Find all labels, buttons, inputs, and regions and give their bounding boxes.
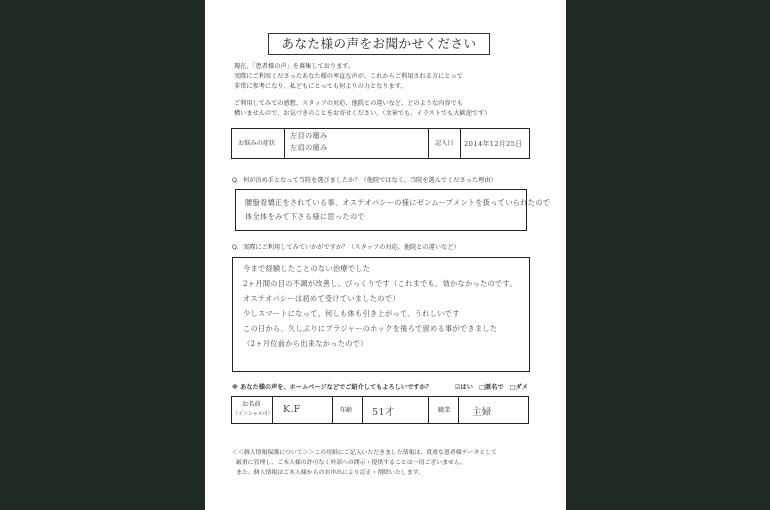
divider bbox=[272, 397, 273, 423]
q2-answer-box[interactable] bbox=[232, 257, 530, 372]
privacy-line: また、個人情報はご本人様からのお申出により訂正・削除いたします。 bbox=[236, 470, 425, 476]
question-2: Q．実際にご利用してみていかがですか？（スタッフの対応、他院との違いなど） bbox=[232, 244, 460, 251]
intro-line: 実際にご利用くださったあなた様の率直な声が、これからご利用される方にとって bbox=[234, 73, 463, 80]
age-value[interactable]: 51才 bbox=[372, 407, 395, 418]
q2-answer-line: 今まで経験したことのない治療でした bbox=[243, 264, 371, 273]
date-label: 記入日 bbox=[435, 140, 454, 147]
profile-row bbox=[231, 396, 529, 424]
name-label: お名前 bbox=[242, 401, 261, 408]
q1-answer-line: 体全体をみて下さる様に思ったので bbox=[245, 212, 365, 221]
symptom-value[interactable]: 左肩の痛み bbox=[290, 143, 328, 152]
divider bbox=[362, 397, 363, 423]
intro-line: 構いませんので、お気づきのことをお寄せください。（文章でも、イラストでも大歓迎です） bbox=[234, 110, 491, 117]
symptom-label: お悩みの症状 bbox=[238, 140, 276, 147]
q2-answer-line: この日から、久しぶりにプラジャーのホックを後ろで留める事ができました bbox=[243, 324, 498, 333]
symptom-row bbox=[231, 128, 530, 159]
privacy-line: ＜＜個人情報保護について＞＞この用紙にご記入いただきました情報は、貴重な患者様データとして bbox=[232, 450, 497, 456]
age-label: 年齢 bbox=[340, 407, 353, 414]
form-title: あなた様の声をお聞かせください bbox=[268, 33, 490, 55]
symptom-value[interactable]: 左目の痛み bbox=[290, 131, 328, 140]
job-label: 職業 bbox=[438, 407, 451, 414]
divider bbox=[428, 129, 429, 158]
q2-answer-line: （2ヶ月位前から出来なかったので） bbox=[243, 339, 368, 348]
divider bbox=[332, 397, 333, 423]
q2-answer-line: オステオパシーは初めて受けていましたので） bbox=[243, 294, 400, 303]
q1-answer-box[interactable] bbox=[235, 189, 551, 231]
divider bbox=[460, 129, 461, 158]
question-1: Q．何が決め手となって当院を選びましたか？（他院ではなく、当院を選んでくださった理由） bbox=[232, 177, 497, 184]
intro-line: 非常に参考になり、私どもにとっても何よりの力となります。 bbox=[234, 83, 407, 90]
name-sub-label: （イニシャル可） bbox=[233, 411, 273, 417]
consent-options[interactable]: ☑はい □匿名で □ダメ bbox=[455, 384, 528, 391]
intro-line: 現在、「患者様の声」を募集しております。 bbox=[234, 63, 355, 70]
name-value[interactable]: K.F bbox=[283, 404, 301, 415]
q2-answer-line: 2ヶ月間の目の不調が改善し、びっくりです（これまでも、効かなかったのです。 bbox=[243, 279, 517, 288]
q1-answer-line: 腰盤骨矯正をされている事、オステオパシーの様にゼンムーブメントを扱っていられたので bbox=[245, 198, 551, 207]
consent-question: ※ あなた様の声を、ホームページなどでご紹介してもよろしいですか？ bbox=[232, 384, 432, 391]
date-value[interactable]: 2014年12月25日 bbox=[464, 140, 523, 148]
intro-line: ご利用してみての感想、スタッフの対応、他院との違いなど、どのような内容でも bbox=[234, 100, 463, 107]
job-value[interactable]: 主婦 bbox=[472, 407, 492, 418]
q2-answer-line: 少しスマートになって、何しも体も引き上がって、うれしいです bbox=[243, 309, 460, 318]
divider bbox=[428, 397, 429, 423]
divider bbox=[458, 397, 459, 423]
privacy-line: 厳重に管理し、ご本人様の許可なく外部への開示・提供することは一切ございません。 bbox=[236, 460, 467, 466]
divider bbox=[284, 129, 285, 158]
